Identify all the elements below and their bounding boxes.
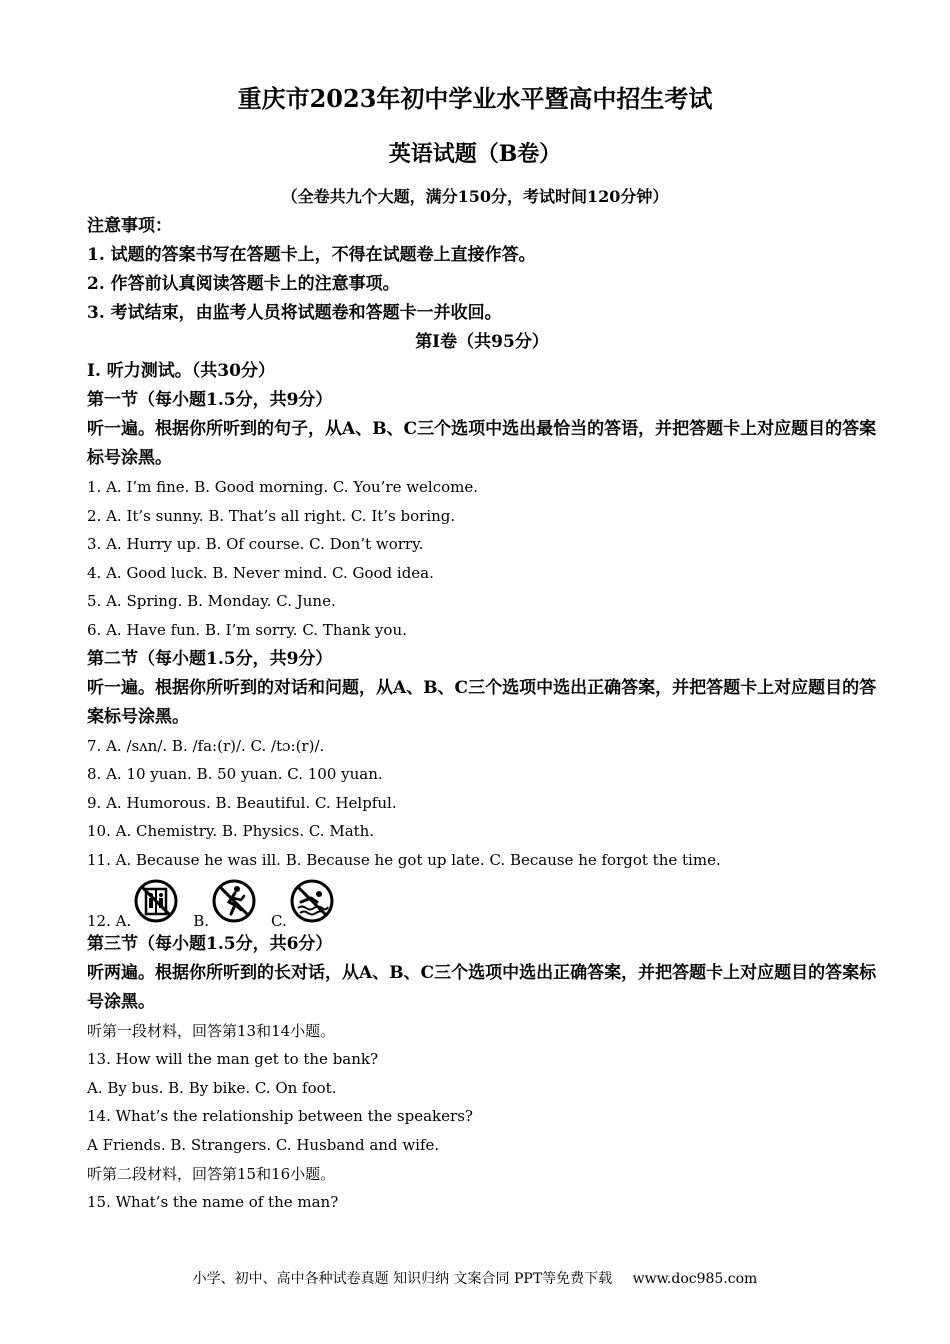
- no-elevator-icon: [133, 878, 179, 924]
- footer-text: 小学、初中、高中各种试卷真题 知识归纳 文案合同 PPT等免费下载: [192, 1271, 613, 1287]
- exam-subtitle: 英语试题（B卷）: [388, 141, 562, 167]
- volume-heading: 第Ⅰ卷（共95分）: [415, 332, 549, 352]
- question-12-option-a: [87, 878, 179, 930]
- question-15: 15. What’s the name of the man?: [87, 1193, 339, 1212]
- material-1-note: 听第一段材料，回答第13和14小题。: [87, 1021, 336, 1040]
- question-3: 3. A. Hurry up. B. Of course. C. Don’t worry.: [87, 535, 424, 554]
- question-14: 14. What’s the relationship between the speakers?: [87, 1107, 473, 1126]
- section2-title: 第二节（每小题1.5分，共9分）: [87, 648, 333, 669]
- question-8: 8. A. 10 yuan. B. 50 yuan. C. 100 yuan.: [87, 765, 383, 784]
- question-7: 7. A. /sʌn/. B. /fa:(r)/. C. /tɔ:(r)/.: [87, 736, 325, 755]
- question-11: 11. A. Because he was ill. B. Because he got up late. C. Because he forgot the time.: [87, 850, 721, 869]
- question-6: 6. A. Have fun. B. I’m sorry. C. Thank you.: [87, 620, 407, 639]
- exam-info: （全卷共九个大题，满分150分，考试时间120分钟）: [281, 187, 669, 206]
- exam-body: [87, 212, 877, 1217]
- question-13-options: A. By bus. B. By bike. C. On foot.: [87, 1078, 337, 1097]
- question-12-option-b: [193, 878, 257, 930]
- section2-instructions: 听一遍。根据你所听到的对话和问题，从A、B、C三个选项中选出正确答案，并把答题卡上对应题目的答案标号涂黑。: [87, 677, 877, 727]
- question-12-label-c: C.: [271, 911, 287, 930]
- section1-title: 第一节（每小题1.5分，共9分）: [87, 390, 333, 410]
- question-9: 9. A. Humorous. B. Beautiful. C. Helpful.: [87, 793, 397, 812]
- no-swimming-icon: [289, 878, 335, 924]
- question-13: 13. How will the man get to the bank?: [87, 1050, 379, 1069]
- material-2-note: 听第二段材料，回答第15和16小题。: [87, 1164, 336, 1183]
- page-footer: [0, 1268, 950, 1290]
- notice-heading: 注意事项：: [87, 216, 172, 236]
- section3-instructions: 听两遍。根据你所听到的长对话，从A、B、C三个选项中选出正确答案，并把答题卡上对应题目的答案标号涂黑。: [87, 962, 877, 1012]
- notice-item-3: 3. 考试结束，由监考人员将试题卷和答题卡一并收回。: [87, 303, 502, 323]
- question-12-label-b: B.: [193, 911, 210, 930]
- question-10: 10. A. Chemistry. B. Physics. C. Math.: [87, 822, 375, 841]
- section1-instructions: 听一遍。根据你所听到的句子，从A、B、C三个选项中选出最恰当的答语，并把答题卡上对应题目的答案标号涂黑。: [87, 419, 877, 468]
- notice-item-2: 2. 作答前认真阅读答题卡上的注意事项。: [87, 274, 400, 294]
- question-12: [87, 875, 877, 930]
- exam-title: 重庆市2023年初中学业水平暨高中招生考试: [237, 84, 713, 113]
- part1-title: Ⅰ. 听力测试。（共30分）: [87, 361, 275, 381]
- question-2: 2. A. It’s sunny. B. That’s all right. C. It’s boring.: [87, 506, 456, 525]
- question-5: 5. A. Spring. B. Monday. C. June.: [87, 592, 336, 611]
- question-12-label-a: 12. A.: [87, 911, 132, 930]
- question-14-options: A Friends. B. Strangers. C. Husband and wife.: [87, 1135, 440, 1154]
- question-12-option-c: [271, 878, 335, 930]
- question-4: 4. A. Good luck. B. Never mind. C. Good idea.: [87, 563, 434, 582]
- question-1: 1. A. I’m fine. B. Good morning. C. You’re welcome.: [87, 478, 479, 496]
- section3-title: 第三节（每小题1.5分，共6分）: [87, 933, 333, 954]
- notice-item-1: 1. 试题的答案书写在答题卡上，不得在试题卷上直接作答。: [87, 245, 536, 265]
- no-running-icon: [211, 878, 257, 924]
- footer-url[interactable]: www.doc985.com: [632, 1271, 758, 1287]
